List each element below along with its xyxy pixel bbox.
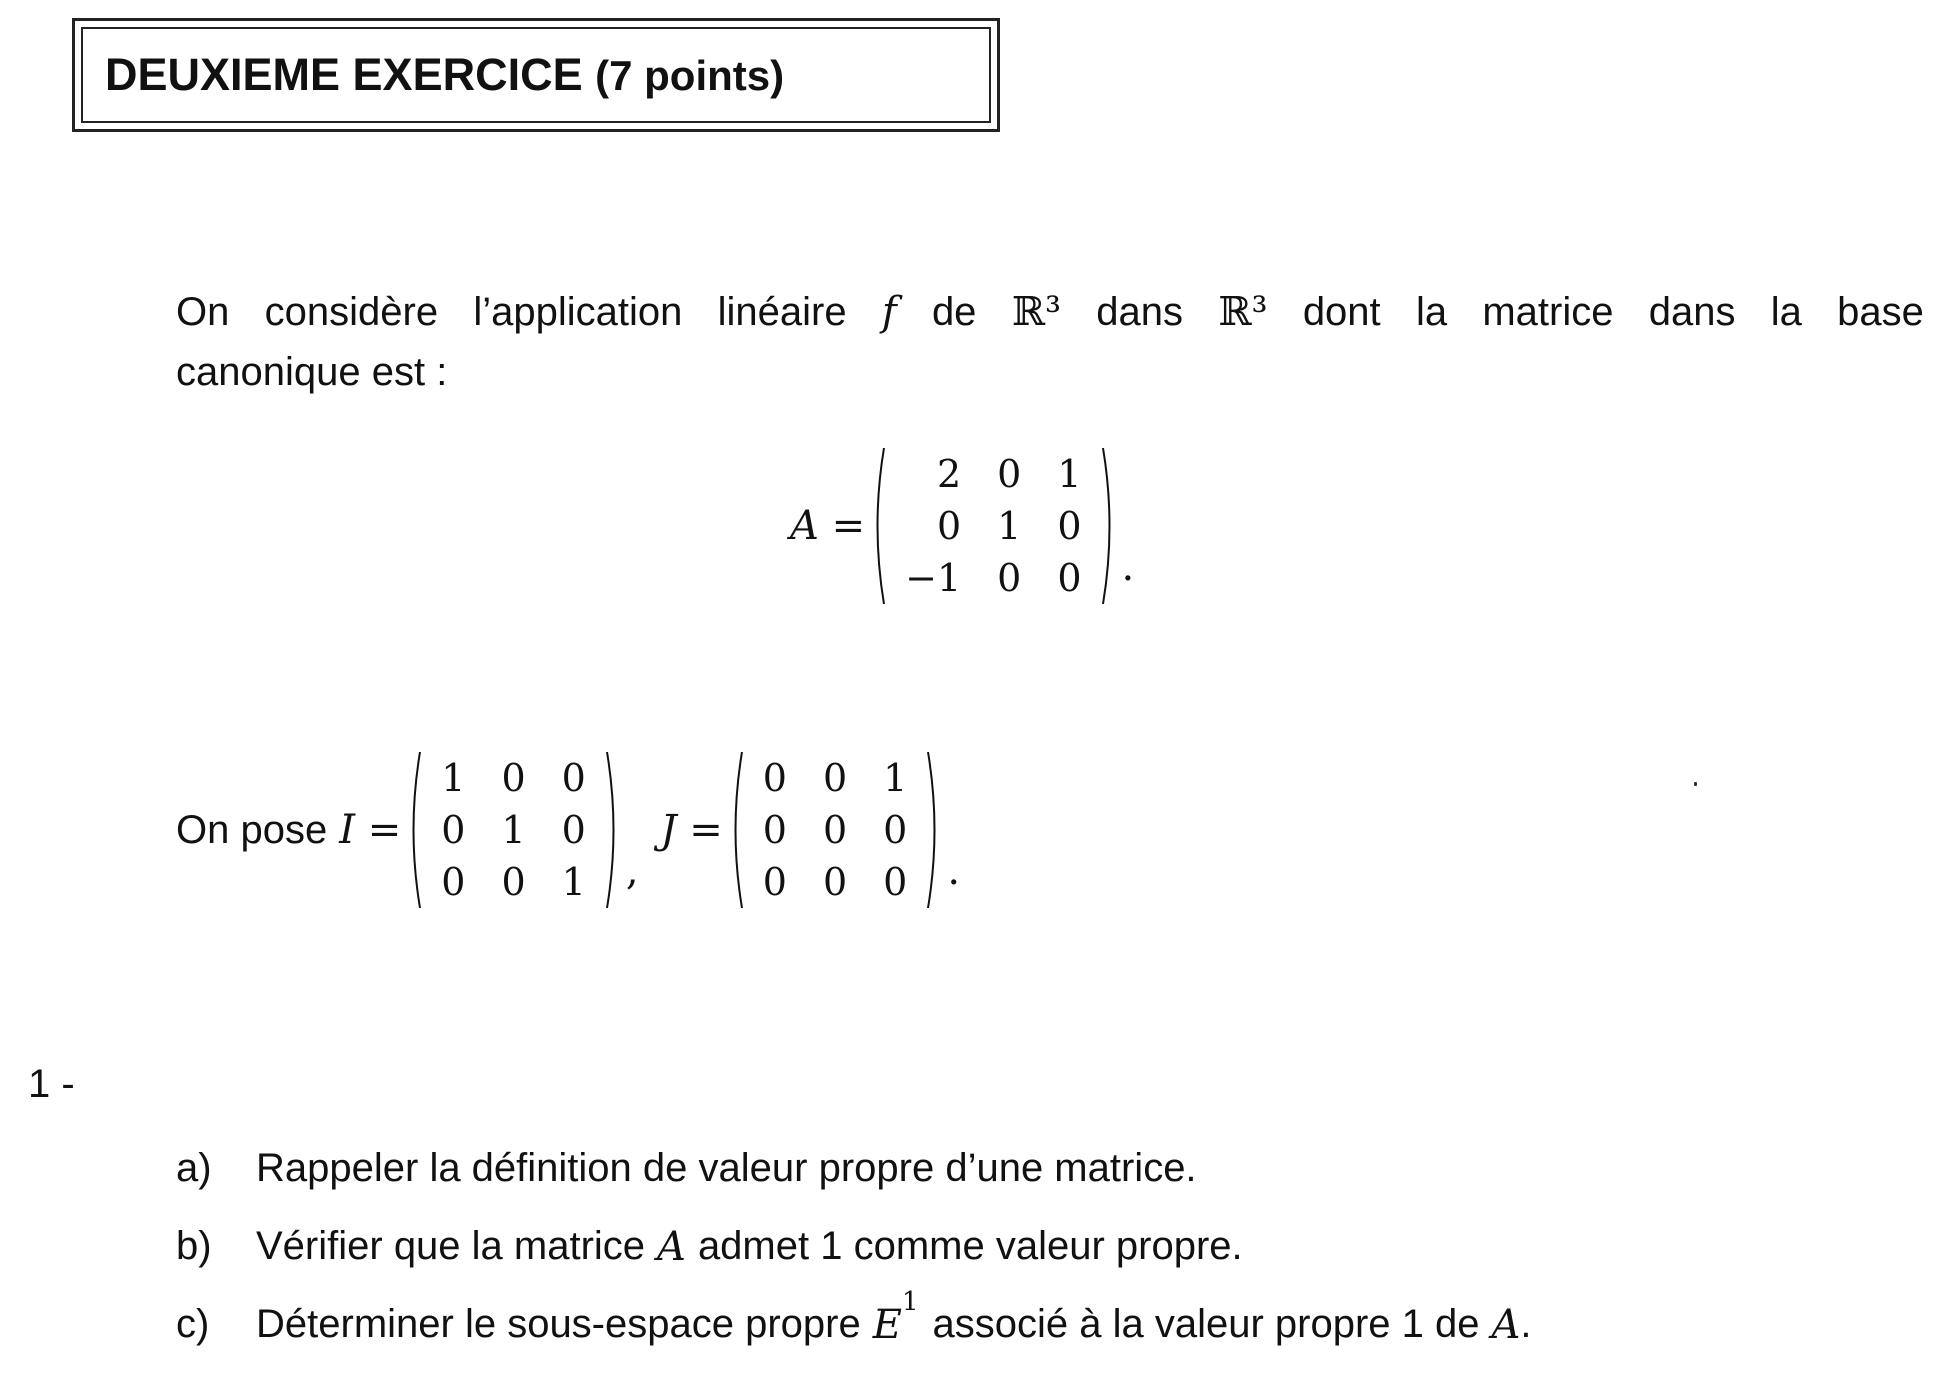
matrix-cell: 2 [936, 452, 962, 496]
intro-word: considère [264, 290, 439, 334]
matrix-cell: 0 [561, 756, 586, 800]
question-text: Rappeler la définition de valeur propre d’une matrice. [256, 1146, 1197, 1190]
matrix-row [887, 552, 1099, 604]
question-letter: a) [176, 1146, 212, 1190]
intro-word: dans [1648, 290, 1736, 334]
question-text-post: associé à la valeur propre 1 de [932, 1302, 1480, 1346]
matrix-a-equation [790, 448, 1134, 604]
matrix-j-lhs: J = [660, 807, 723, 853]
question-b [176, 1224, 1243, 1270]
intro-word: dans [1096, 290, 1183, 334]
exercise-title [105, 49, 784, 101]
question-text-post: admet 1 comme valeur propre. [697, 1224, 1243, 1268]
matrix-a-table [887, 448, 1099, 604]
matrix-cell: 0 [822, 756, 848, 800]
intro-word: matrice [1482, 290, 1614, 334]
question-var-e: E [872, 1302, 902, 1348]
right-paren-icon [604, 752, 622, 908]
matrix-row [423, 856, 604, 908]
intro-line-2 [176, 342, 1924, 402]
matrix-cell: 1 [997, 504, 1022, 548]
scan-speck [1694, 782, 1697, 786]
right-paren-icon [925, 752, 943, 908]
question-text-pre: Vérifier que la matrice [256, 1224, 646, 1268]
matrix-a [869, 448, 1117, 604]
matrix-cell: 1 [883, 756, 908, 800]
matrix-cell: 1 [561, 860, 586, 904]
intro-word: dont [1302, 290, 1381, 334]
matrix-i-table [423, 752, 604, 908]
intro-word: l’application [473, 290, 683, 334]
matrix-cell: 0 [997, 452, 1022, 496]
question-c [176, 1287, 1532, 1348]
left-paren-icon [869, 448, 887, 604]
matrix-cell: 0 [762, 860, 787, 904]
matrix-a-period: . [1121, 544, 1135, 590]
left-paren-icon [405, 752, 423, 908]
matrix-cell: 0 [997, 556, 1022, 600]
matrix-i-lhs: I = [339, 807, 402, 853]
question-text-pre: Déterminer le sous-espace propre [256, 1302, 861, 1346]
matrix-cell: 0 [936, 504, 962, 548]
intro-paragraph [176, 282, 1924, 402]
pose-prefix: On pose [176, 807, 328, 852]
matrix-row [745, 804, 926, 856]
pose-separator: , [625, 848, 639, 894]
pose-equation [176, 752, 960, 908]
matrix-cell: 0 [822, 860, 848, 904]
question-letter: b) [176, 1224, 212, 1268]
matrix-row [745, 856, 926, 908]
matrix-cell: 0 [822, 808, 848, 852]
matrix-cell: 0 [501, 756, 526, 800]
question-var-a: A [657, 1224, 686, 1270]
exercise-title-text: DEUXIEME EXERCICE [105, 49, 583, 100]
matrix-cell: 0 [441, 808, 466, 852]
intro-r3-codomain: ℝ³ [1218, 289, 1268, 335]
matrix-i [405, 752, 622, 908]
matrix-cell: 0 [762, 756, 787, 800]
intro-word: la [1415, 290, 1448, 334]
matrix-i-label [339, 807, 401, 853]
intro-line-1 [176, 282, 1924, 342]
matrix-cell: 0 [441, 860, 466, 904]
left-paren-icon [727, 752, 745, 908]
matrix-row [887, 500, 1099, 552]
matrix-cell: 0 [762, 808, 787, 852]
matrix-cell: −1 [905, 556, 962, 600]
intro-word: base [1837, 290, 1924, 334]
matrix-cell: 1 [1057, 452, 1082, 496]
right-paren-icon [1100, 448, 1118, 604]
matrix-row [423, 804, 604, 856]
matrix-j [727, 752, 944, 908]
matrix-j-label [661, 807, 723, 853]
question-a [176, 1146, 1197, 1191]
intro-word: la [1770, 290, 1802, 334]
intro-line-2-text: canonique est : [176, 350, 448, 394]
matrix-a-label [790, 503, 865, 549]
matrix-cell: 0 [1057, 504, 1082, 548]
question-var-e-subscript: 1 [901, 1287, 919, 1317]
intro-word: de [931, 290, 977, 334]
intro-word: On [176, 290, 230, 334]
matrix-a-lhs: A = [790, 503, 866, 549]
exercise-title-box [72, 18, 1000, 132]
section-number: 1 - [28, 1062, 75, 1106]
matrix-row [745, 752, 926, 804]
matrix-cell: 0 [883, 808, 908, 852]
question-var-a: A [1491, 1302, 1521, 1348]
pose-period: . [947, 848, 961, 894]
question-end-period: . [1520, 1302, 1532, 1346]
matrix-cell: 0 [561, 808, 586, 852]
intro-r3-domain: ℝ³ [1011, 289, 1061, 335]
matrix-cell: 0 [883, 860, 908, 904]
exercise-points: (7 points) [595, 52, 785, 99]
matrix-row [423, 752, 604, 804]
matrix-row [887, 448, 1099, 500]
question-letter: c) [176, 1302, 210, 1346]
matrix-cell: 0 [1057, 556, 1082, 600]
matrix-cell: 1 [441, 756, 466, 800]
matrix-cell: 1 [501, 808, 526, 852]
intro-var-f: f [881, 289, 897, 335]
matrix-cell: 0 [501, 860, 526, 904]
matrix-j-table [745, 752, 926, 908]
intro-word: linéaire [717, 290, 847, 334]
